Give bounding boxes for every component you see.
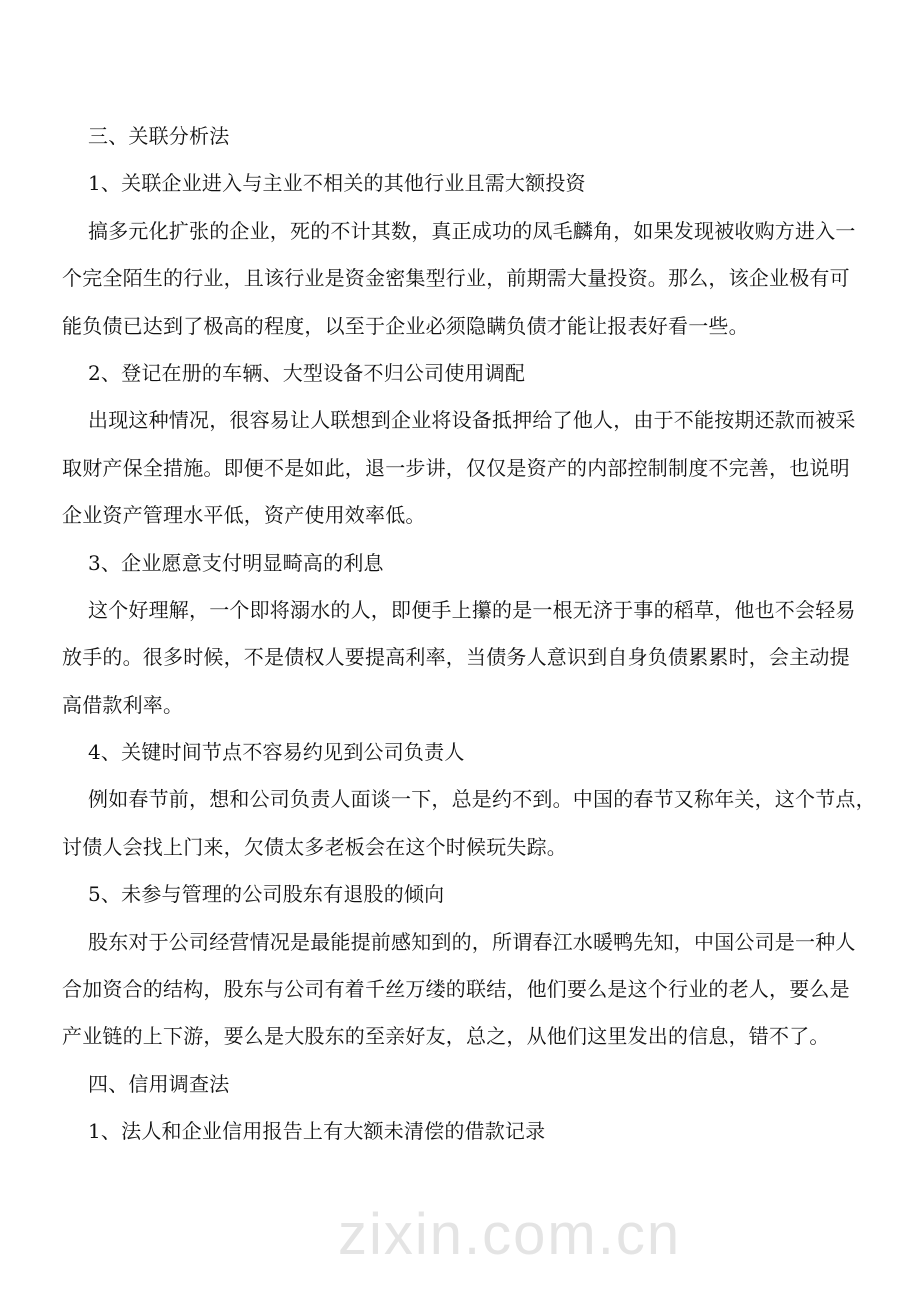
text-line: 个完全陌生的行业，且该行业是资金密集型行业，前期需大量投资。那么，该企业极有可 xyxy=(62,266,850,291)
heading xyxy=(62,540,862,587)
heading xyxy=(62,1108,862,1155)
text-line: 例如春节前，想和公司负责人面谈一下，总是约不到。中国的春节又称年关，这个节点， xyxy=(88,787,876,812)
paragraph xyxy=(62,208,862,350)
text-line: 三、关联分析法 xyxy=(88,124,230,148)
heading xyxy=(62,729,862,776)
text-line: 股东对于公司经营情况是最能提前感知到的，所谓春江水暖鸭先知，中国公司是一种人 xyxy=(88,929,856,954)
text-line: 2、登记在册的车辆、大型设备不归公司使用调配 xyxy=(88,360,526,385)
document-body xyxy=(62,113,876,1156)
watermark: zixin.com.cn xyxy=(338,1202,682,1267)
text-line: 4、关键时间节点不容易约见到公司负责人 xyxy=(88,740,465,765)
text-line: 高借款利率。 xyxy=(62,692,184,717)
text-line: 能负债已达到了极高的程度，以至于企业必须隐瞒负债才能让报表好看一些。 xyxy=(62,313,749,338)
text-line: 四、信用调查法 xyxy=(88,1071,230,1096)
heading xyxy=(62,871,862,918)
text-line: 取财产保全措施。即便不是如此，退一步讲，仅仅是资产的内部控制制度不完善，也说明 xyxy=(62,455,850,480)
text-line: 企业资产管理水平低，资产使用效率低。 xyxy=(62,503,426,528)
text-line: 讨债人会找上门来，欠债太多老板会在这个时候玩失踪。 xyxy=(62,834,567,859)
text-line: 放手的。很多时候，不是债权人要提高利率，当债务人意识到自身负债累累时，会主动提 xyxy=(62,645,850,670)
text-line: 搞多元化扩张的企业，死的不计其数，真正成功的凤毛麟角，如果发现被收购方进入一 xyxy=(88,218,856,243)
paragraph xyxy=(62,776,876,871)
paragraph xyxy=(62,919,862,1061)
paragraph xyxy=(62,397,862,539)
text-line: 这个好理解，一个即将溺水的人，即便手上攥的是一根无济于事的稻草，他也不会轻易 xyxy=(88,597,856,622)
heading xyxy=(62,350,862,397)
text-line: 出现这种情况，很容易让人联想到企业将设备抵押给了他人，由于不能按期还款而被采 xyxy=(88,408,856,433)
text-line: 1、法人和企业信用报告上有大额未清偿的借款记录 xyxy=(88,1119,546,1144)
text-line: 产业链的上下游，要么是大股东的至亲好友，总之，从他们这里发出的信息，错不了。 xyxy=(62,1024,830,1049)
heading xyxy=(62,1061,862,1108)
text-line: 5、未参与管理的公司股东有退股的倾向 xyxy=(88,882,445,907)
text-line: 3、企业愿意支付明显畸高的利息 xyxy=(88,550,384,575)
heading xyxy=(62,160,862,207)
heading xyxy=(62,113,862,160)
paragraph xyxy=(62,587,862,729)
text-line: 1、关联企业进入与主业不相关的其他行业且需大额投资 xyxy=(88,171,586,196)
text-line: 合加资合的结构，股东与公司有着千丝万缕的联结，他们要么是这个行业的老人，要么是 xyxy=(62,977,850,1002)
